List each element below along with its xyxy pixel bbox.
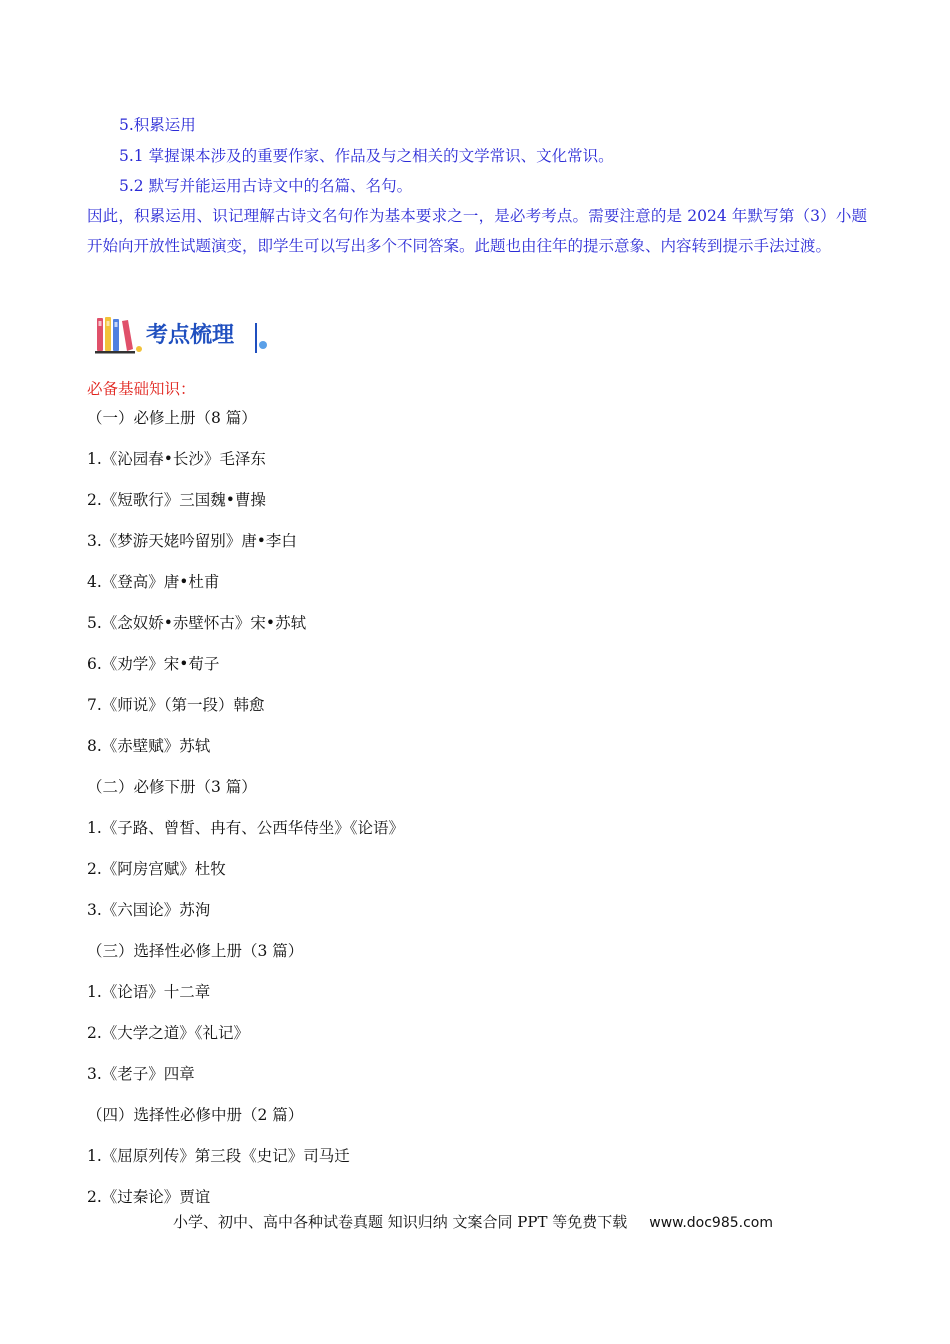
list-item: 5.《念奴娇•赤壁怀古》宋•苏轼 [87,614,307,632]
list-item: 1.《沁园春•长沙》毛泽东 [87,450,266,468]
group-title: （三）选择性必修上册（3 篇） [87,942,304,960]
standard-item-2: 5.2 默写并能运用古诗文中的名篇、名句。 [119,177,413,195]
list-item: 2.《过秦论》贾谊 [87,1188,211,1206]
group-title: （一）必修上册（8 篇） [87,409,257,427]
list-item: 6.《劝学》宋•荀子 [87,655,220,673]
list-item: 7.《师说》（第一段）韩愈 [87,696,265,714]
list-item: 2.《阿房宫赋》杜牧 [87,860,226,878]
standard-item-1: 5.1 掌握课本涉及的重要作家、作品及与之相关的文学常识、文化常识。 [119,147,614,165]
list-item: 3.《六国论》苏洵 [87,901,211,919]
list-item: 3.《老子》四章 [87,1065,195,1083]
footer-text: 小学、初中、高中各种试卷真题 知识归纳 文案合同 PPT 等免费下载 [173,1213,628,1231]
section-badge-title: 考点梳理 [146,323,235,348]
list-item: 2.《大学之道》《礼记》 [87,1024,250,1042]
knowledge-heading: 必备基础知识： [87,380,196,398]
list-item: 1.《论语》十二章 [87,983,211,1001]
footer-site-link[interactable]: www.doc985.com [649,1215,774,1231]
list-item: 1.《屈原列传》第三段《史记》司马迁 [87,1147,350,1165]
standard-title: 5.积累运用 [119,116,196,134]
list-item: 8.《赤壁赋》苏轼 [87,737,211,755]
standard-conclusion: 因此，积累运用、识记理解古诗文名句作为基本要求之一，是必考考点。需要注意的是 2024 年默写第（3）小题开始向开放性试题演变，即学生可以写出多个不同答案。此题也由往年的提示意象、内容转到提示手法过渡。 [87,207,867,255]
group-title: （二）必修下册（3 篇） [87,778,257,796]
list-item: 1.《子路、曾皙、冉有、公西华侍坐》《论语》 [87,819,405,837]
page-footer [173,1212,773,1233]
list-item: 3.《梦游天姥吟留别》唐•李白 [87,532,297,550]
list-item: 4.《登高》唐•杜甫 [87,573,220,591]
group-title: （四）选择性必修中册（2 篇） [87,1106,304,1124]
list-item: 2.《短歌行》三国魏•曹操 [87,491,266,509]
